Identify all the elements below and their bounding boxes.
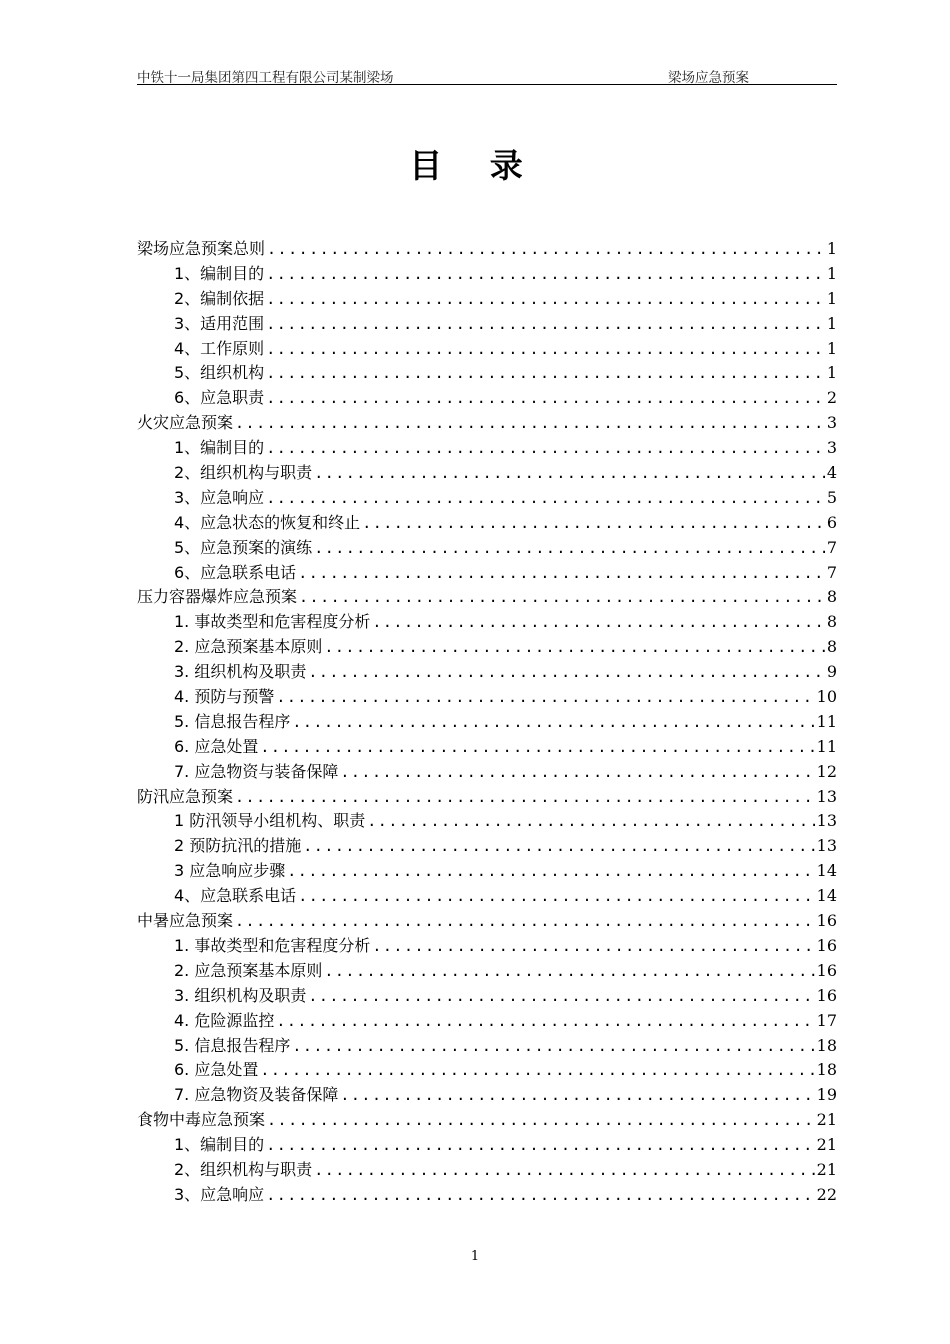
toc-entry-text: 4. 危险源监控 <box>174 1010 275 1030</box>
toc-page-number: 16 <box>816 911 837 931</box>
toc-entry-text: 2、组织机构与职责 <box>174 463 313 483</box>
toc-entry-text: 梁场应急预案总则 <box>137 239 266 258</box>
toc-dot-leader <box>260 1058 814 1083</box>
toc-section-entry[interactable] <box>137 436 837 461</box>
toc-entry-text: 2. 应急预案基本原则 <box>174 637 323 657</box>
toc-page-number: 16 <box>816 935 837 955</box>
toc-dot-leader <box>299 585 825 610</box>
toc-entry-text: 7. 应急物资与装备保障 <box>174 761 339 781</box>
toc-entry-text: 2 预防抗汛的措施 <box>174 836 302 856</box>
toc-dot-leader <box>324 635 824 660</box>
toc-entry-text: 5、应急预案的演练 <box>174 537 313 557</box>
toc-section-entry[interactable] <box>137 1158 837 1183</box>
toc-section-entry[interactable] <box>137 1133 837 1158</box>
toc-chapter-entry[interactable] <box>137 411 837 436</box>
toc-dot-leader <box>314 536 825 561</box>
toc-page-number: 19 <box>816 1085 837 1105</box>
toc-dot-leader <box>367 809 814 834</box>
toc-entry-text: 4、应急联系电话 <box>174 886 297 906</box>
toc-dot-leader <box>260 735 814 760</box>
toc-section-entry[interactable] <box>137 386 837 411</box>
toc-page-number: 1 <box>826 338 837 358</box>
toc-section-entry[interactable] <box>137 1083 837 1108</box>
toc-entry-text: 防汛应急预案 <box>137 786 234 806</box>
toc-page-number: 12 <box>816 761 837 781</box>
toc-section-entry[interactable] <box>137 486 837 511</box>
toc-entry-text: 5、组织机构 <box>174 363 265 383</box>
toc-section-entry[interactable] <box>137 262 837 287</box>
toc-page-number: 21 <box>816 1110 837 1130</box>
toc-dot-leader <box>266 287 825 312</box>
toc-page-number: 17 <box>816 1010 837 1030</box>
toc-page-number: 21 <box>816 1135 837 1155</box>
toc-chapter-entry[interactable] <box>137 237 837 262</box>
toc-entry-text: 火灾应急预案 <box>137 413 234 433</box>
toc-dot-leader <box>266 337 825 362</box>
toc-entry-text: 6、应急职责 <box>174 388 265 408</box>
toc-page-number: 14 <box>816 861 837 881</box>
toc-dot-leader <box>267 237 825 262</box>
toc-entry-text: 3. 组织机构及职责 <box>174 985 307 1005</box>
toc-dot-leader <box>266 1183 814 1208</box>
page-header <box>137 64 837 85</box>
toc-section-entry[interactable] <box>137 561 837 586</box>
toc-page-number: 7 <box>826 537 837 557</box>
toc-dot-leader <box>266 386 825 411</box>
toc-dot-leader <box>324 959 814 984</box>
toc-entry-text: 3、适用范围 <box>174 313 265 333</box>
toc-entry-text: 4、工作原则 <box>174 338 265 358</box>
toc-section-entry[interactable] <box>137 660 837 685</box>
toc-section-entry[interactable] <box>137 884 837 909</box>
toc-entry-text: 中暑应急预案 <box>137 911 234 931</box>
toc-section-entry[interactable] <box>137 984 837 1009</box>
toc-page-number: 5 <box>826 487 837 507</box>
toc-dot-leader <box>303 834 814 859</box>
toc-page-number: 18 <box>816 1060 837 1080</box>
toc-entry-text: 2、编制依据 <box>174 288 265 308</box>
toc-dot-leader <box>308 660 824 685</box>
toc-section-entry[interactable] <box>137 361 837 386</box>
toc-page-number: 13 <box>816 811 837 831</box>
toc-title: 目 录 <box>409 146 541 185</box>
toc-chapter-entry[interactable] <box>137 785 837 810</box>
toc-dot-leader <box>292 710 814 735</box>
toc-dot-leader <box>362 511 825 536</box>
toc-page-number: 1 <box>826 288 837 308</box>
toc-chapter-entry[interactable] <box>137 1108 837 1133</box>
toc-page-number: 16 <box>816 960 837 980</box>
toc-page-number: 7 <box>826 562 837 582</box>
toc-dot-leader <box>340 760 814 785</box>
toc-page-number: 8 <box>826 587 837 607</box>
toc-entry-text: 6. 应急处置 <box>174 1060 259 1080</box>
toc-dot-leader <box>308 984 814 1009</box>
toc-dot-leader <box>266 262 825 287</box>
toc-page-number: 3 <box>826 438 837 458</box>
toc-dot-leader <box>266 1133 814 1158</box>
toc-page-number: 22 <box>816 1184 837 1204</box>
toc-entry-text: 3 应急响应步骤 <box>174 861 286 881</box>
toc-page-number: 4 <box>826 463 837 483</box>
toc-page-number: 1 <box>826 363 837 383</box>
toc-page-number: 13 <box>816 786 837 806</box>
toc-page-number: 8 <box>826 637 837 657</box>
toc-dot-leader <box>267 1108 815 1133</box>
toc-dot-leader <box>235 785 815 810</box>
toc-dot-leader <box>298 884 814 909</box>
toc-chapter-entry[interactable] <box>137 909 837 934</box>
toc-dot-leader <box>266 361 825 386</box>
toc-entry-text: 1、编制目的 <box>174 438 265 458</box>
toc-page-number: 8 <box>826 612 837 632</box>
toc-section-entry[interactable] <box>137 685 837 710</box>
toc-entry-text: 1 防汛领导小组机构、职责 <box>174 811 366 831</box>
toc-entry-text: 3、应急响应 <box>174 1184 265 1204</box>
toc-section-entry[interactable] <box>137 536 837 561</box>
toc-entry-text: 2、组织机构与职责 <box>174 1159 313 1179</box>
toc-section-entry[interactable] <box>137 809 837 834</box>
toc-page-number: 3 <box>826 413 837 433</box>
toc-entry-text: 3. 组织机构及职责 <box>174 662 307 682</box>
toc-entry-text: 2. 应急预案基本原则 <box>174 960 323 980</box>
toc-section-entry[interactable] <box>137 834 837 859</box>
toc-section-entry[interactable] <box>137 337 837 362</box>
toc-entry-text: 4、应急状态的恢复和终止 <box>174 512 361 532</box>
toc-page-number: 18 <box>816 1035 837 1055</box>
page-number: 1 <box>470 1249 480 1264</box>
toc-page-number: 2 <box>826 388 837 408</box>
toc-dot-leader <box>314 1158 814 1183</box>
toc-dot-leader <box>314 461 825 486</box>
toc-page-number: 1 <box>826 313 837 333</box>
toc-section-entry[interactable] <box>137 312 837 337</box>
toc-page-number: 21 <box>816 1159 837 1179</box>
toc-section-entry[interactable] <box>137 610 837 635</box>
toc-dot-leader <box>266 312 825 337</box>
toc-entry-text: 5. 信息报告程序 <box>174 711 291 731</box>
header-company: 中铁十一局集团第四工程有限公司某制梁场 <box>137 70 394 86</box>
toc-entry-text: 1. 事故类型和危害程度分析 <box>174 612 371 632</box>
toc-entry-text: 6、应急联系电话 <box>174 562 297 582</box>
toc-dot-leader <box>292 1034 814 1059</box>
toc-entry-text: 1. 事故类型和危害程度分析 <box>174 935 371 955</box>
toc-entry-text: 3、应急响应 <box>174 487 265 507</box>
toc-dot-leader <box>372 610 824 635</box>
toc-entry-text: 1、编制目的 <box>174 263 265 283</box>
toc-section-entry[interactable] <box>137 635 837 660</box>
toc-page-number: 1 <box>826 263 837 283</box>
toc-entry-text: 压力容器爆炸应急预案 <box>137 587 298 607</box>
toc-page-number: 6 <box>826 512 837 532</box>
toc-entry-text: 4. 预防与预警 <box>174 687 275 707</box>
toc-entry-text: 食物中毒应急预案 <box>137 1110 266 1130</box>
toc-section-entry[interactable] <box>137 1058 837 1083</box>
toc-section-entry[interactable] <box>137 1009 837 1034</box>
toc-entry-text: 1、编制目的 <box>174 1135 265 1155</box>
toc-page-number: 11 <box>816 736 837 756</box>
toc-section-entry[interactable] <box>137 287 837 312</box>
toc-section-entry[interactable] <box>137 511 837 536</box>
toc-section-entry[interactable] <box>137 710 837 735</box>
toc-page-number: 13 <box>816 836 837 856</box>
toc-dot-leader <box>235 909 815 934</box>
toc-dot-leader <box>340 1083 814 1108</box>
header-doc-title: 梁场应急预案 <box>668 70 749 86</box>
toc-dot-leader <box>298 561 825 586</box>
toc-page-number: 9 <box>826 662 837 682</box>
toc-section-entry[interactable] <box>137 1034 837 1059</box>
toc-section-entry[interactable] <box>137 859 837 884</box>
toc-dot-leader <box>276 685 814 710</box>
toc-entry-text: 6. 应急处置 <box>174 736 259 756</box>
table-of-contents <box>137 237 837 1208</box>
toc-dot-leader <box>266 436 825 461</box>
toc-page-number: 1 <box>826 239 837 258</box>
toc-section-entry[interactable] <box>137 760 837 785</box>
toc-dot-leader <box>235 411 825 436</box>
toc-entry-text: 5. 信息报告程序 <box>174 1035 291 1055</box>
toc-page-number: 14 <box>816 886 837 906</box>
toc-dot-leader <box>266 486 825 511</box>
toc-section-entry[interactable] <box>137 959 837 984</box>
toc-page-number: 11 <box>816 711 837 731</box>
toc-section-entry[interactable] <box>137 1183 837 1208</box>
toc-dot-leader <box>276 1009 814 1034</box>
toc-section-entry[interactable] <box>137 461 837 486</box>
toc-entry-text: 7. 应急物资及装备保障 <box>174 1085 339 1105</box>
toc-dot-leader <box>287 859 814 884</box>
toc-page-number: 10 <box>816 687 837 707</box>
toc-section-entry[interactable] <box>137 735 837 760</box>
toc-chapter-entry[interactable] <box>137 585 837 610</box>
toc-dot-leader <box>372 934 814 959</box>
toc-page-number: 16 <box>816 985 837 1005</box>
toc-section-entry[interactable] <box>137 934 837 959</box>
